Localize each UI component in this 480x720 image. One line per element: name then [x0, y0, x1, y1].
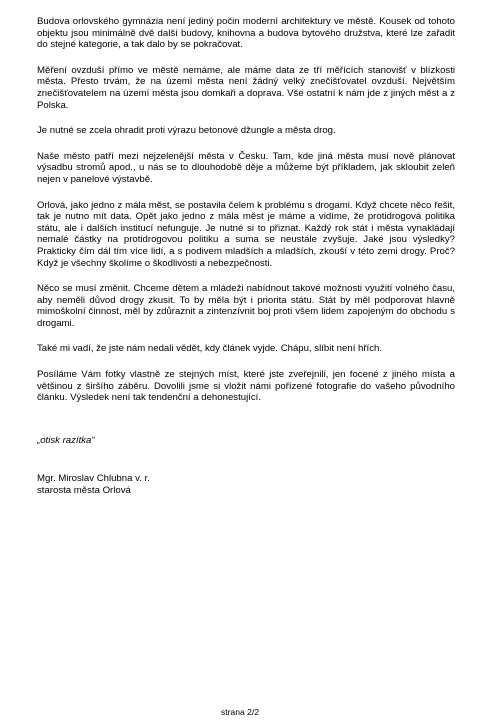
paragraph-architecture: Budova orlovského gymnázia není jediný počin moderní architektury ve městě. Kousek od tohoto objektu jsou minimálně dvě další budovy, knihovna a budova bytového družstva, které lze zařadit do stejné kategorie, a tak dalo by se pokračovat. — [37, 16, 455, 51]
paragraph-change-needed: Něco se musí změnit. Chceme dětem a mládeži nabídnout takové možnosti využití volného času, aby neměli důvod drogy zkusit. To by měla být i priorita státu. Stát by měl podporovat hlavně mimoškolní činnost, měl by zdůraznit a zintenzívnit boj proti všem lidem zapojeným do obchodu s drogami. — [37, 283, 455, 329]
signature-block — [37, 473, 150, 496]
paragraph-air-quality: Měření ovzduší přímo ve městě nemáme, ale máme data ze tří měřících stanovišť v blízkosti města. Přesto trvám, že na území města není žádný velký znečišťovatel ovzduší. Největším znečišťovatelem na území města jsou domkaři a doprava. Vše ostatní k nám jde z jiných měst a z Polska. — [37, 64, 455, 111]
paragraph-publication-notice: Také mi vadí, že jste nám nedali vědět, kdy článek vyjde. Chápu, slíbit není hřích. — [37, 343, 383, 355]
stamp-placeholder: „otisk razítka“ — [37, 435, 95, 446]
paragraph-greenery: Naše město patří mezi nejzelenější města v Česku. Tam, kde jiná města musí nově plánovat výsadbu stromů apod., u nás se to dlouhodobě děje a můžeme být příkladem, jak skloubit zeleň nejen v panelové výstavbě. — [37, 150, 455, 185]
letter-body — [37, 16, 455, 418]
signatory-title: starosta města Orlová — [37, 484, 131, 496]
page-number: strana 2/2 — [220, 707, 260, 717]
paragraph-drug-problem: Orlová, jako jedno z mála měst, se postavila čelem k problému s drogami. Když chcete něco řešit, tak je nutno mít data. Opět jako jedno z mála měst je máme a vidíme, že protidrogová politika státu, ale i dalších institucí nefunguje. Je nutné si to přiznat. Každý rok stát i města vynakládají nemalé částky na protidrogovou politiku a suma se neustále zvyšuje. Jaké jsou výsledky? Prakticky čím dál tím více lidí, a s podivem mladších a mladších, zkouší v této zemi drogy. Proč? Když je všechny školíme o škodlivosti a nebezpečnosti. — [37, 199, 455, 269]
paragraph-objection: Je nutné se zcela ohradit proti výrazu betonové džungle a města drog. — [37, 125, 336, 137]
paragraph-photos: Posíláme Vám fotky vlastně ze stejných míst, které jste zveřejnili, jen focené z jiného místa a většinou z širšího záběru. Dovolili jsme si vložit námi pořízené fotografie do vašeho původního článku. Výsledek není tak tendenční a dehonestující. — [37, 369, 455, 404]
signatory-name: Mgr. Miroslav Chlubna v. r. — [37, 473, 150, 484]
